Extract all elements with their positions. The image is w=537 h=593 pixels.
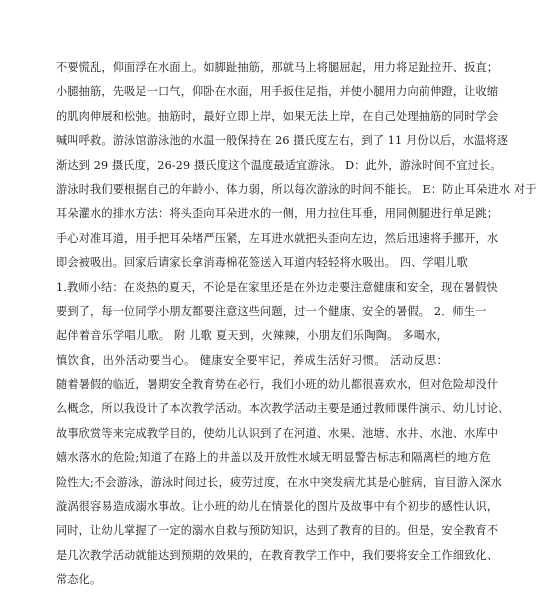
text-line: 故事欣赏等来完成教学目的，使幼儿认识到了在河道、水果、池塘、水井、水池、水库中 xyxy=(56,426,499,440)
text-line: 即会被吸出。回家后请家长拿消毒棉花签送入耳道内轻轻将水吸出。 四、学唱儿歌 xyxy=(56,256,468,270)
text-line: 漩涡很容易造成溺水事故。让小班的幼儿在情景化的图片及故事中有个初步的感性认识， xyxy=(56,500,499,514)
text-line: 渐达到 29 摄氏度，26-29 摄氏度这个温度最适宜游泳。 D：此外，游泳时间不宜过长。 xyxy=(56,158,502,172)
text-line: 常态化。 xyxy=(56,573,102,587)
text-line: 是几次教学活动就能达到预期的效果的，在教育教学工作中，我们要将安全工作细致化、 xyxy=(56,548,499,562)
text-line: 手心对准耳道，用手把耳朵堵严压紧，左耳进水就把头歪向左边，然后迅速将手挪开，水 xyxy=(56,231,499,245)
text-line: 喊叫呼救。游泳馆游泳池的水温一般保持在 26 摄氏度左右，到了 11 月份以后，水温将逐 xyxy=(56,134,509,148)
text-line: 不要慌乱，仰面浮在水面上。如脚趾抽筋，那就马上将腿屈起，用力将足趾拉开、扳直； xyxy=(56,61,499,74)
text-line: 随着暑假的临近，暑期安全教育势在必行，我们小班的幼儿都很喜欢水，但对危险却没什 xyxy=(56,378,499,392)
text-line: 游泳时我们要根据自己的年龄小、体力弱，所以每次游泳的时间不能长。 E：防止耳朵进水 对于 xyxy=(56,182,537,196)
text-line: 起伴着音乐学唱儿歌。 附 儿歌 夏天到，火辣辣，小朋友们乐陶陶。 多喝水， xyxy=(56,329,448,343)
text-line: 嬉水落水的危险;知道了在路上的井盖以及开放性水域无明显警告标志和隔离栏的地方危 xyxy=(56,451,491,465)
text-line: 同时，让幼儿掌握了一定的溺水自救与预防知识，达到了教育的目的。但是，安全教育不 xyxy=(56,524,499,538)
text-line: 小腿抽筋，先吸足一口气，仰卧在水面，用手扳住足指，并使小腿用力向前伸蹬，让收缩 xyxy=(56,85,499,99)
text-line: 要到了，每一位同学小朋友都要注意这些问题，过一个健康、安全的暑假。 2．师生一 xyxy=(56,304,487,318)
text-line: 慎饮食，出外活动要当心。 健康安全要牢记，养成生活好习惯。 活动反思： xyxy=(56,353,448,367)
text-line: 险性大;不会游泳，游泳时间过长，疲劳过度，在水中突发病尤其是心脏病，盲目游入深水 xyxy=(56,475,503,489)
text-line: 1.教师小结：在炎热的夏天，不论是在家里还是在外边走要注意健康和安全，现在暑假快 xyxy=(56,280,498,294)
document-page xyxy=(56,56,537,593)
text-line: 的肌肉伸展和松弛。抽筋时，最好立即上岸，如果无法上岸，在自己处理抽筋的同时学会 xyxy=(56,109,499,123)
text-line: 耳朵灌水的排水方法：将头歪向耳朵进水的一侧，用力拉住耳垂，用同侧腿进行单足跳； xyxy=(56,207,499,221)
text-line: 么概念，所以我设计了本次教学活动。本次教学活动主要是通过教师课件演示、幼儿讨论、 xyxy=(56,402,510,416)
